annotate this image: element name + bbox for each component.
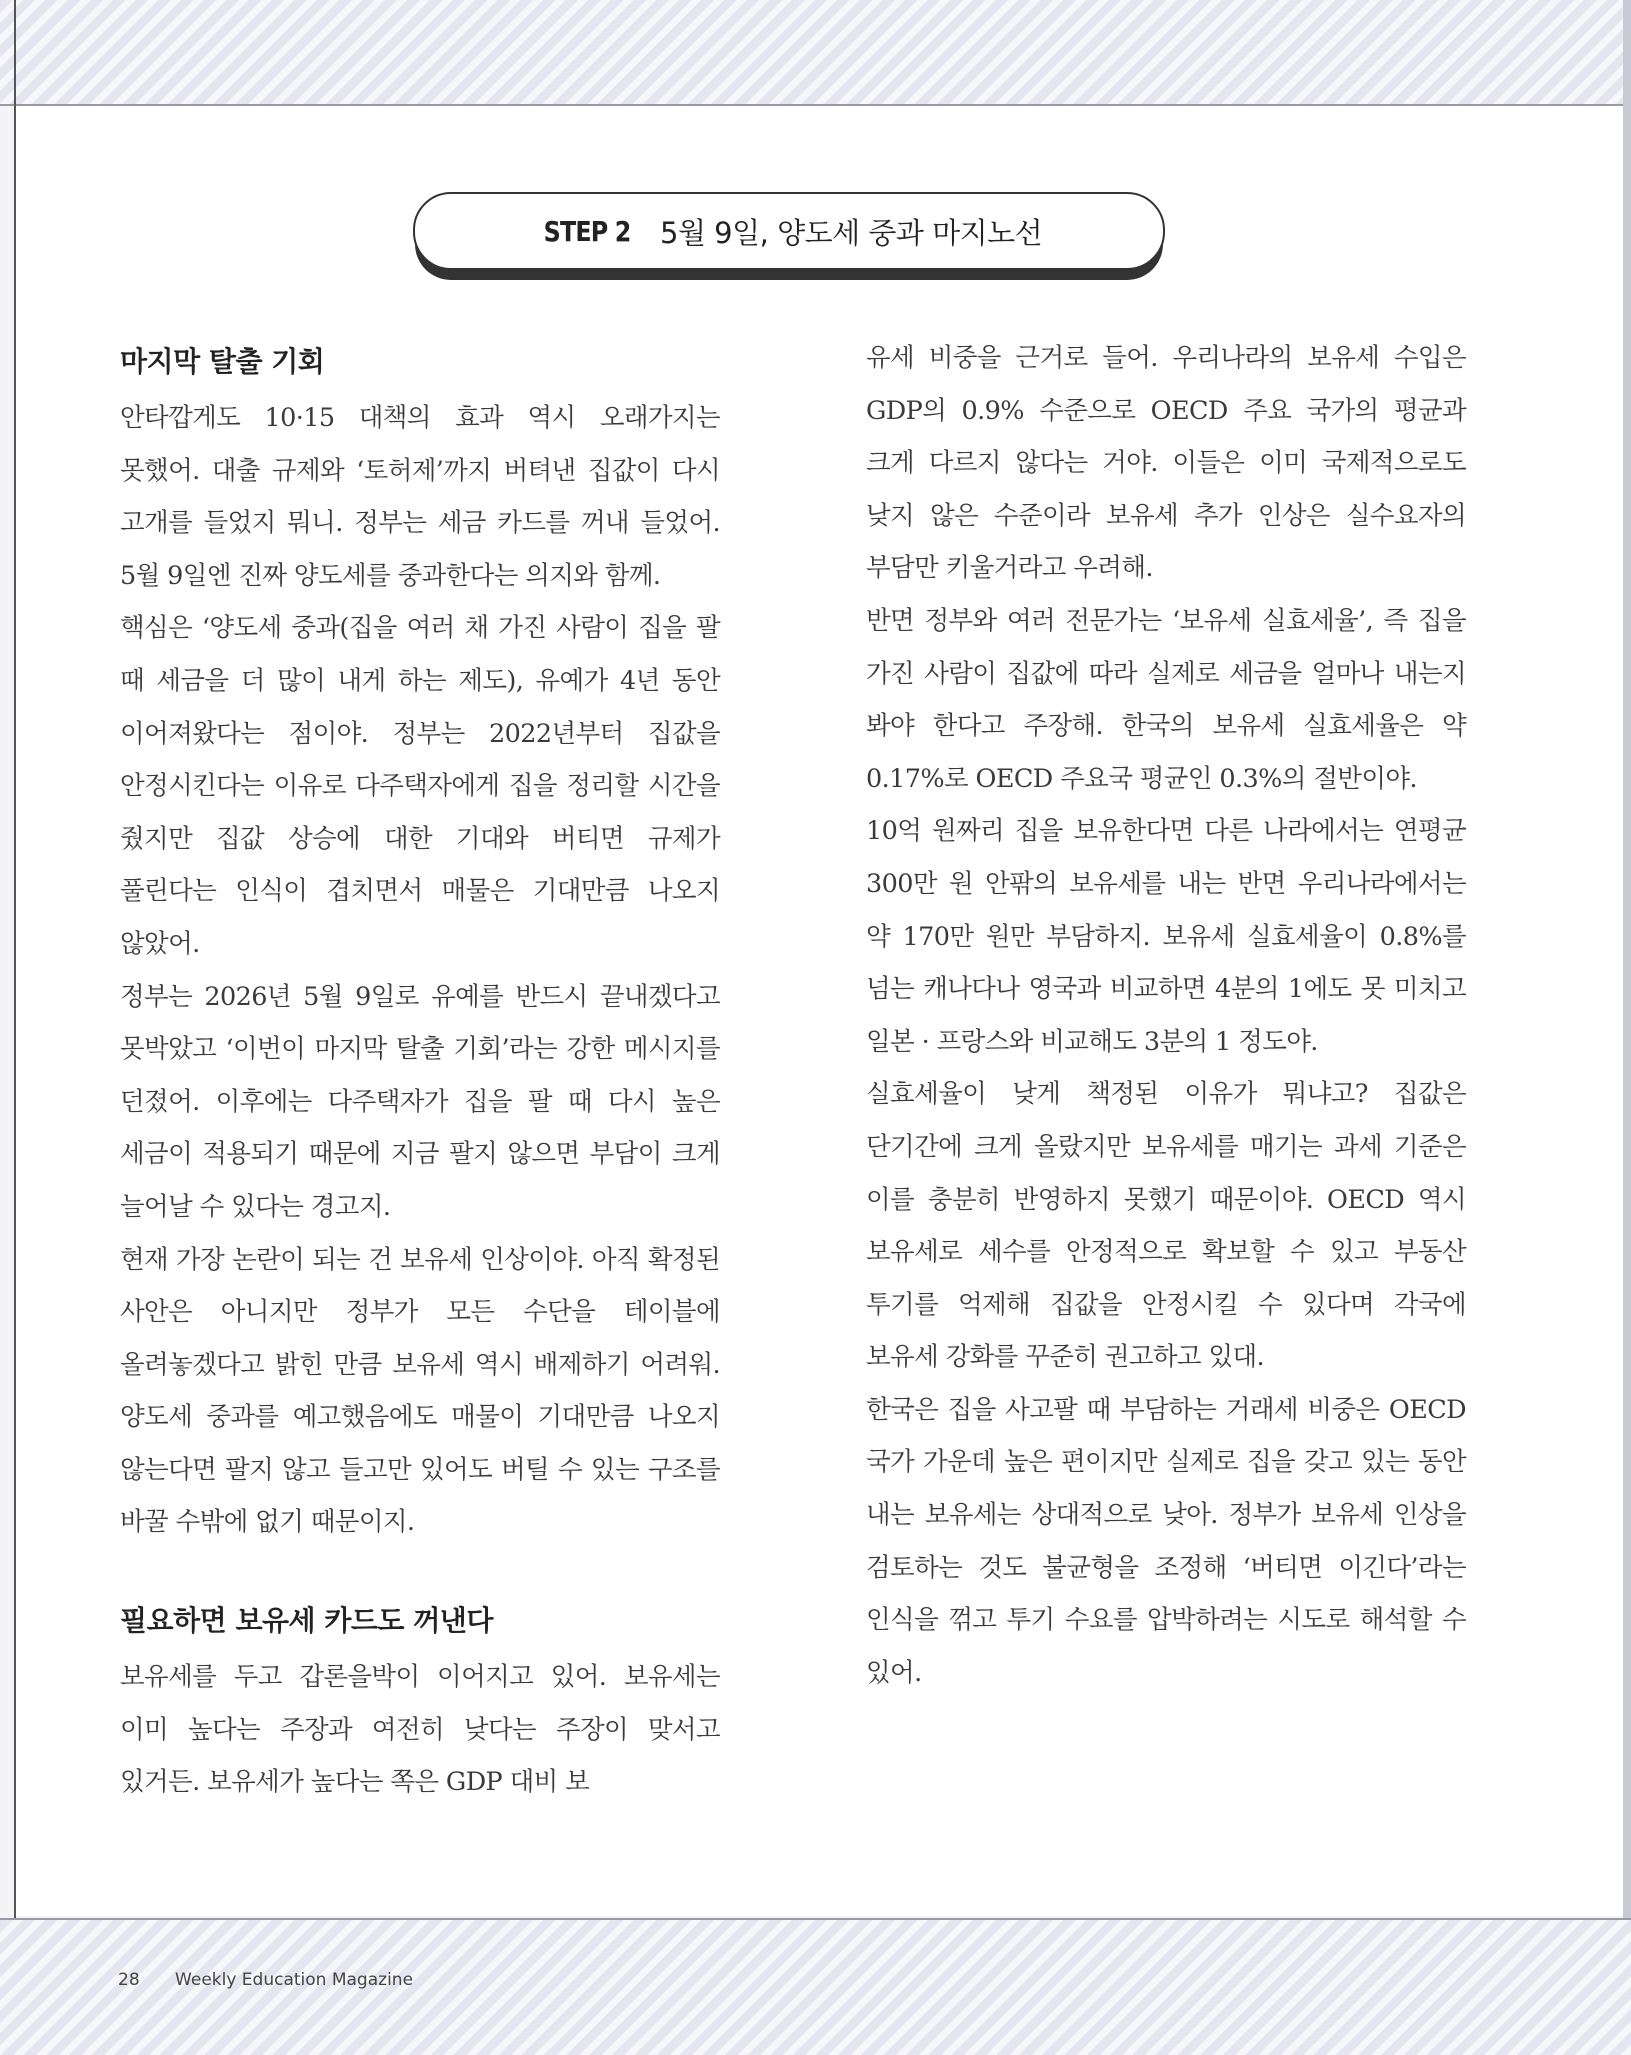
paragraph: 정부는 2026년 5월 9일로 유예를 반드시 끝내겠다고 못박았고 ‘이번이 마지막 탈출 기회’라는 강한 메시지를 던졌어. 이후에는 다주택자가 집을 팔 때 다시 높은 세금이 적용되기 때문에 지금 팔지 않으면 부담이 크게 늘어날 수 있다는 경고지. bbox=[120, 981, 720, 1222]
paragraph: 10억 원짜리 집을 보유한다면 다른 나라에서는 연평균 300만 원 안팎의 보유세를 내는 반면 우리나라에서는 약 170만 원만 부담하지. 보유세 실효세율이 0.8%를 넘는 캐나다나 영국과 비교하면 4분의 1에도 못 미치고 일본 · 프랑스와 비교해도 3분의 1 정도야. bbox=[866, 816, 1466, 1057]
step-label: STEP 2 bbox=[543, 214, 631, 248]
paragraph: 유세 비중을 근거로 들어. 우리나라의 보유세 수입은 GDP의 0.9% 수준으로 OECD 주요 국가의 평균과 크게 다르지 않다는 거야. 이들은 이미 국제적으로도 낮지 않은 수준이라 보유세 추가 인상은 실수요자의 부담만 키울거라고 우려해. bbox=[866, 343, 1466, 584]
top-stripe-band bbox=[0, 0, 1631, 106]
page-number: 28 bbox=[118, 1970, 140, 1990]
paragraph: 한국은 집을 사고팔 때 부담하는 거래세 비중은 OECD 국가 가운데 높은 편이지만 실제로 집을 갖고 있는 동안 내는 보유세는 상대적으로 낮아. 정부가 보유세 인상을 검토하는 것도 불균형을 조정해 ‘버티면 이긴다’라는 인식을 꺾고 투기 수요를 압박하려는 시도로 해석할 수 있어. bbox=[866, 1394, 1466, 1688]
paragraph: 현재 가장 논란이 되는 건 보유세 인상이야. 아직 확정된 사안은 아니지만 정부가 모든 수단을 테이블에 올려놓겠다고 밝힌 만큼 보유세 역시 배제하기 어려워. 양도세 중과를 예고했음에도 매물이 기대만큼 나오지 않는다면 팔지 않고 들고만 있어도 버틸 수 있는 구조를 바꿀 수밖에 없기 때문이지. bbox=[120, 1244, 720, 1538]
paragraph: 실효세율이 낮게 책정된 이유가 뭐냐고? 집값은 단기간에 크게 올랐지만 보유세를 매기는 과세 기준은 이를 충분히 반영하지 못했기 때문이야. OECD 역시 보유세로 세수를 안정적으로 확보할 수 있고 부동산 투기를 억제해 집값을 안정시킬 수 있다며 각국에 보유세 강화를 꾸준히 권고하고 있대. bbox=[866, 1079, 1466, 1373]
step-title: 5월 9일, 양도세 중과 마지노선 bbox=[660, 215, 1043, 250]
page-edge-left bbox=[0, 0, 16, 2053]
section-heading-last-chance: 마지막 탈출 기회 bbox=[120, 345, 325, 378]
page-footer bbox=[118, 1970, 413, 1990]
paragraph: 보유세를 두고 갑론을박이 이어지고 있어. 보유세는 이미 높다는 주장과 여전히 낮다는 주장이 맞서고 있거든. 보유세가 높다는 쪽은 GDP 대비 보 bbox=[120, 1662, 720, 1798]
paragraph: 반면 정부와 여러 전문가는 ‘보유세 실효세율’, 즉 집을 가진 사람이 집값에 따라 실제로 세금을 얼마나 내는지 봐야 한다고 주장해. 한국의 보유세 실효세율은 약 0.17%로 OECD 주요국 평균인 0.3%의 절반이야. bbox=[866, 605, 1466, 794]
page-edge-right bbox=[1623, 0, 1631, 2053]
section-heading-holding-tax: 필요하면 보유세 카드도 꺼낸다 bbox=[120, 1604, 493, 1638]
step-banner bbox=[413, 192, 1165, 270]
magazine-name: Weekly Education Magazine bbox=[175, 1970, 414, 1990]
paragraph: 안타깝게도 10·15 대책의 효과 역시 오래가지는 못했어. 대출 규제와 ‘토허제’까지 버텨낸 집값이 다시 고개를 들었지 뭐니. 정부는 세금 카드를 꺼내 들었어. 5월 9일엔 진짜 양도세를 중과한다는 의지와 함께. bbox=[120, 403, 720, 591]
right-column bbox=[866, 332, 1466, 1699]
left-column bbox=[120, 332, 720, 1809]
paragraph: 핵심은 ‘양도세 중과(집을 여러 채 가진 사람이 집을 팔 때 세금을 더 많이 내게 하는 제도), 유예가 4년 동안 이어져왔다는 점이야. 정부는 2022년부터 집값을 안정시킨다는 이유로 다주택자에게 집을 정리할 시간을 줬지만 집값 상승에 대한 기대와 버티면 규제가 풀린다는 인식이 겹치면서 매물은 기대만큼 나오지 않았어. bbox=[120, 613, 720, 959]
